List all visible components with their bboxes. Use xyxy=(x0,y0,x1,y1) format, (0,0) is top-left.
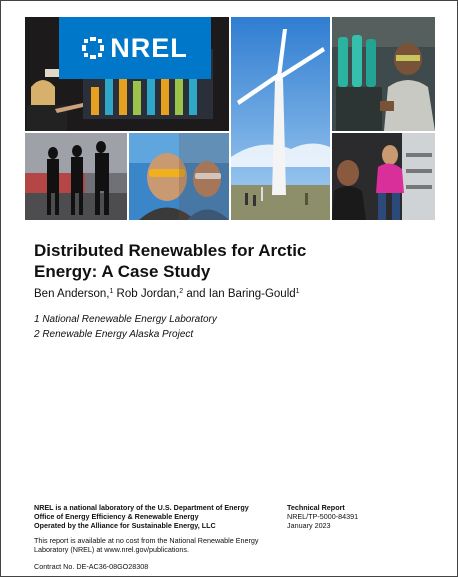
availability-notice xyxy=(34,536,284,554)
affiliations xyxy=(34,312,217,342)
technicians-working-photo xyxy=(332,133,435,220)
report-title-line-2: Energy: A Case Study xyxy=(34,262,211,281)
report-number: NREL/TP-5000-84391 xyxy=(287,512,359,521)
author-2: Rob Jordan, xyxy=(113,288,180,300)
affiliation-1: 1 National Renewable Energy Laboratory xyxy=(34,314,217,325)
contract-number: Contract No. DE-AC36-08GO28308 xyxy=(34,562,149,571)
nrel-logo-text: NREL xyxy=(110,32,188,63)
footer-lab-info xyxy=(34,503,284,571)
lab-line-1: NREL is a national laboratory of the U.S. Department of Energy xyxy=(34,503,249,512)
group-silhouette-photo xyxy=(25,133,127,220)
report-date: January 2023 xyxy=(287,521,331,530)
author-2-affiliation: 2 xyxy=(179,288,184,295)
lab-statement xyxy=(34,503,284,530)
affiliation-2: 2 Renewable Energy Alaska Project xyxy=(34,329,194,340)
author-1-affiliation: 1 xyxy=(109,288,114,295)
report-title xyxy=(34,240,424,282)
availability-line-1: This report is available at no cost from the National Renewable Energy xyxy=(34,536,259,545)
author-1: Ben Anderson, xyxy=(34,288,110,300)
lab-line-3: Operated by the Alliance for Sustainable Energy, LLC xyxy=(34,521,216,530)
lab-researcher-photo xyxy=(332,17,435,131)
lab-line-2: Office of Energy Efficiency & Renewable Energy xyxy=(34,512,199,521)
author-3-affiliation: 1 xyxy=(295,288,300,295)
author-list xyxy=(34,288,300,300)
report-type: Technical Report xyxy=(287,503,345,512)
nrel-logo xyxy=(59,17,211,79)
sunglasses-portrait-photo xyxy=(129,133,229,220)
availability-line-2: Laboratory (NREL) at www.nrel.gov/publications. xyxy=(34,545,190,554)
report-title-line-1: Distributed Renewables for Arctic xyxy=(34,241,307,260)
nrel-mark-icon xyxy=(82,37,104,59)
cover-photo-collage xyxy=(25,17,435,220)
author-3: and Ian Baring-Gould xyxy=(183,288,296,300)
wind-turbine-photo xyxy=(231,17,330,220)
footer-report-info xyxy=(287,503,358,530)
